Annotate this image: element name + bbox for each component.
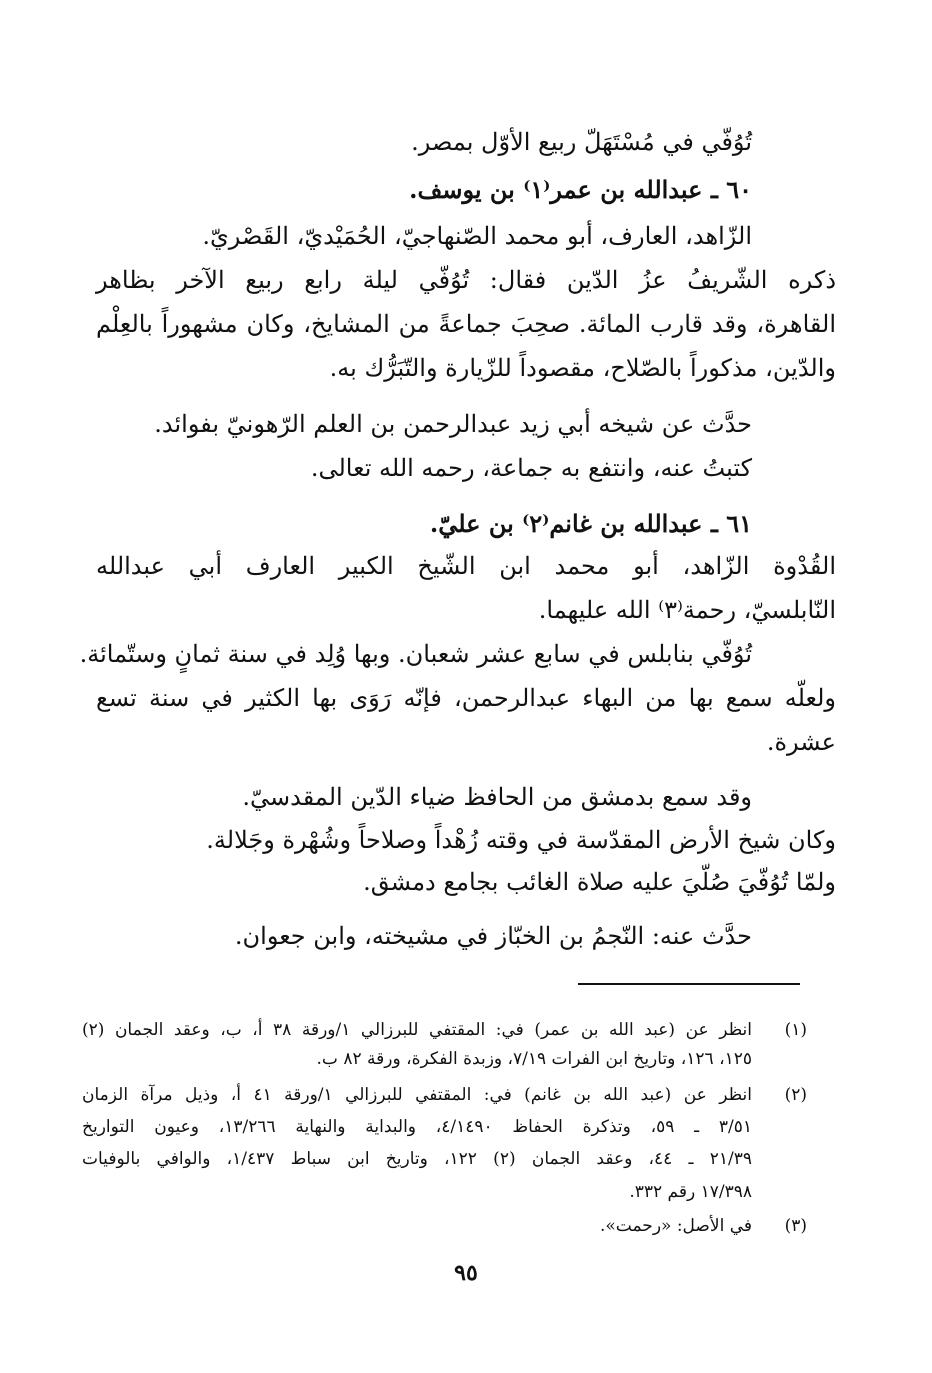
entry-heading-61: ٦١ ـ عبدالله بن غانم⁽٢⁾ بن عليّ.	[429, 509, 752, 538]
paragraph-line: ذكره الشّريفُ عزُ الدّين فقال: تُوُفّي ليلة رابع ربيع الآخر بظاهر	[96, 266, 836, 294]
paragraph-line: وقد سمع بدمشق من الحافظ ضياء الدّين المقدسيّ.	[242, 783, 752, 811]
paragraph-line: تُوُفّي في مُسْتَهَلّ ربيع الأوّل بمصر.	[411, 128, 752, 156]
footnote-text-2: ٣/٥١ ـ ٥٩، وتذكرة الحفاظ ٤/١٤٩٠، والبداية والنهاية ١٣/٢٦٦، وعيون التواريخ	[82, 1117, 752, 1137]
paragraph-line: حدَّث عن شيخه أبي زيد عبدالرحمن بن العلم الرّهونيّ بفوائد.	[154, 410, 752, 438]
page-number: ٩٥	[454, 1260, 478, 1286]
paragraph-line: ولمّا تُوُفّيَ صُلّيَ عليه صلاة الغائب بجامع دمشق.	[363, 868, 836, 896]
footnote-text-2: انظر عن (عبد الله بن غانم) في: المقتفي للبرزالي ١/ورقة ٤١ أ، وذيل مرآة الزمان	[82, 1085, 753, 1105]
footnote-separator	[578, 983, 800, 985]
paragraph-line: وكان شيخ الأرض المقدّسة في وقته زُهْداً وصلاحاً وشُهْرة وجَلالة.	[206, 826, 836, 854]
paragraph-line: والدّين، مذكوراً بالصّلاح، مقصوداً للزّيارة والتّبَرُّك به.	[329, 354, 836, 382]
footnote-text-1: ١٢٥، ١٢٦، وتاريخ ابن الفرات ٧/١٩، وزبدة الفكرة، ورقة ٨٢ ب.	[316, 1049, 752, 1069]
paragraph-line: القُدْوة الزّاهد، أبو محمد ابن الشّيخ الكبير العارف أبي عبدالله	[96, 552, 836, 580]
footnote-text-1: انظر عن (عبد الله بن عمر) في: المقتفي للبرزالي ١/ورقة ٣٨ أ، ب، وعقد الجمان (٢)	[82, 1020, 752, 1040]
paragraph-line: القاهرة، وقد قارب المائة. صحِبَ جماعةً من المشايخ، وكان مشهوراً بالعِلْم	[96, 310, 837, 338]
paragraph-line: كتبتُ عنه، وانتفع به جماعة، رحمه الله تعالى.	[310, 454, 752, 482]
paragraph-line: النّابلسيّ، رحمة⁽٣⁾ الله عليهما.	[538, 596, 836, 624]
footnote-text-2: ١٧/٣٩٨ رقم ٣٣٢.	[629, 1182, 752, 1202]
paragraph-line: ولعلّه سمع بها من البهاء عبدالرحمن، فإنّه رَوَى بها الكثير في سنة تسع	[96, 684, 836, 712]
footnote-text-2: ٢١/٣٩ ـ ٤٤، وعقد الجمان (٢) ١٢٢، وتاريخ ابن سباط ١/٤٣٧، والوافي بالوفيات	[82, 1149, 752, 1169]
footnote-number-1: (١)	[784, 1020, 807, 1040]
footnote-text-3: في الأصل: «رحمت».	[599, 1216, 752, 1236]
paragraph-line: تُوُفّي بنابلس في سابع عشر شعبان. وبها وُلِد في سنة ثمانٍ وستّمائة.	[79, 640, 752, 668]
footnote-number-2: (٢)	[784, 1085, 807, 1105]
paragraph-line: الزّاهد، العارف، أبو محمد الصّنهاجيّ، الحُمَيْديّ، القَصْريّ.	[202, 222, 752, 250]
entry-heading-60: ٦٠ ـ عبدالله بن عمر⁽١⁾ بن يوسف.	[409, 175, 752, 204]
paragraph-line: عشرة.	[766, 728, 836, 756]
footnote-number-3: (٣)	[784, 1216, 807, 1236]
paragraph-line: حدَّث عنه: النّجمُ بن الخبّاز في مشيخته، وابن جعوان.	[234, 922, 752, 950]
